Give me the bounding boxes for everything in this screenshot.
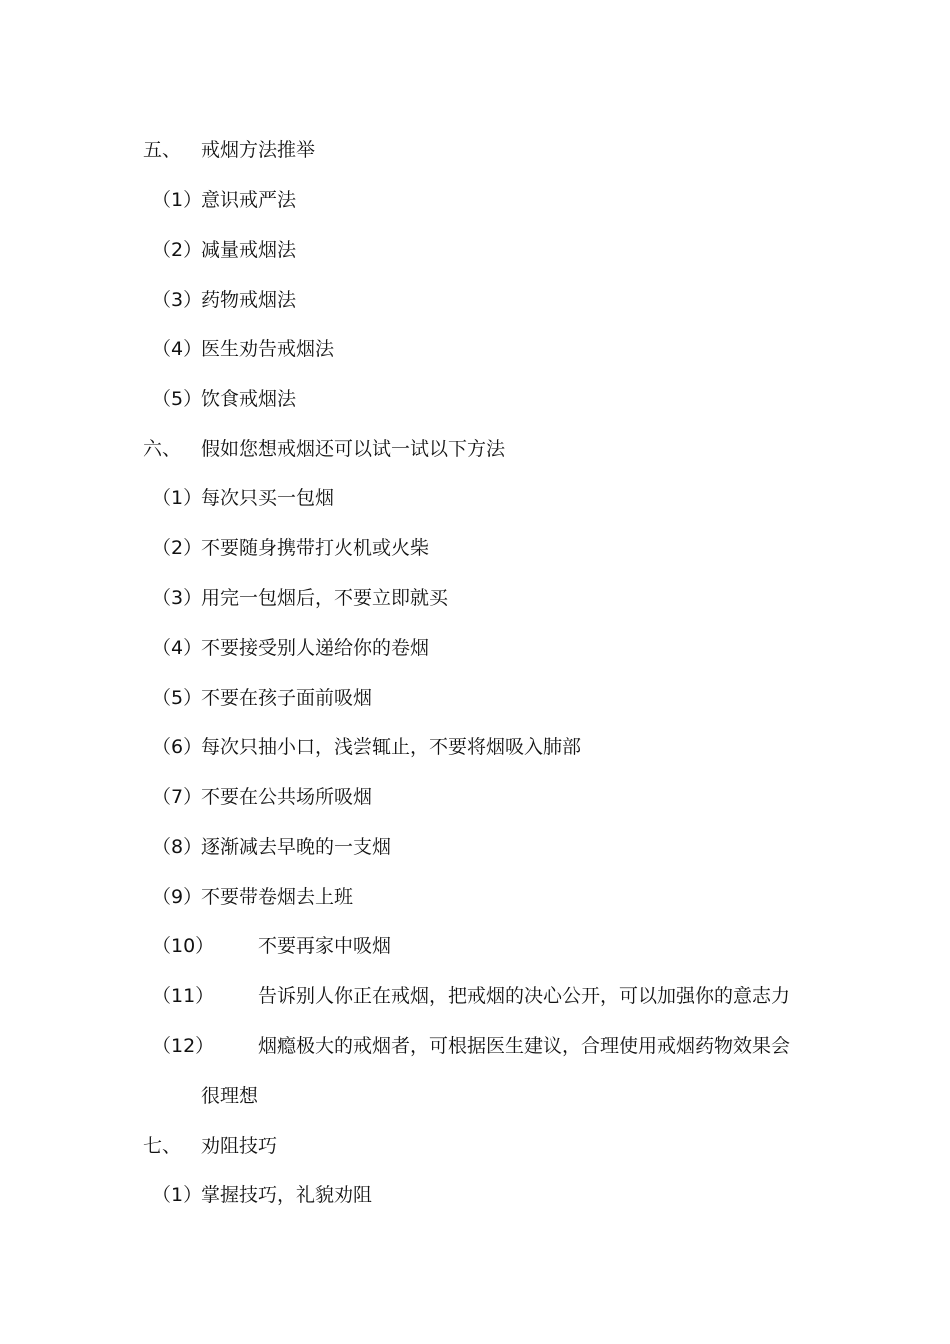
item-text: 告诉别人你正在戒烟，把戒烟的决心公开，可以加强你的意志力	[258, 985, 791, 1007]
section-number: 五、	[143, 139, 182, 161]
item-text: 意识戒严法	[201, 189, 297, 211]
item-text: 医生劝告戒烟法	[201, 338, 335, 360]
list-item	[0, 235, 950, 265]
list-item	[0, 483, 950, 513]
list-item	[0, 1031, 950, 1061]
item-number: （1）	[152, 189, 203, 211]
list-item	[0, 583, 950, 613]
item-text: 用完一包烟后，不要立即就买	[201, 587, 449, 609]
item-number: （8）	[152, 836, 203, 858]
section-title: 假如您想戒烟还可以试一试以下方法	[201, 438, 506, 460]
list-item	[0, 882, 950, 912]
list-item	[0, 1180, 950, 1210]
section-number: 六、	[143, 438, 182, 460]
item-number: （5）	[152, 687, 203, 709]
section-number: 七、	[143, 1135, 182, 1157]
section-title: 戒烟方法推举	[201, 139, 316, 161]
item-text: 不要在公共场所吸烟	[201, 786, 373, 808]
section-heading-7	[0, 1131, 950, 1161]
item-number: （3）	[152, 289, 203, 311]
list-item	[0, 732, 950, 762]
list-item-continuation	[0, 1081, 950, 1111]
item-number: （11）	[152, 985, 215, 1007]
item-number: （3）	[152, 587, 203, 609]
item-text: 不要再家中吸烟	[258, 935, 392, 957]
list-item	[0, 931, 950, 961]
list-item	[0, 285, 950, 315]
item-number: （1）	[152, 487, 203, 509]
list-item	[0, 334, 950, 364]
list-item	[0, 384, 950, 414]
item-text: 饮食戒烟法	[201, 388, 297, 410]
item-text-continuation: 很理想	[201, 1085, 259, 1107]
item-text: 不要在孩子面前吸烟	[201, 687, 373, 709]
item-text: 掌握技巧，礼貌劝阻	[201, 1184, 373, 1206]
item-number: （2）	[152, 239, 203, 261]
item-number: （9）	[152, 886, 203, 908]
list-item	[0, 832, 950, 862]
item-text: 不要接受别人递给你的卷烟	[201, 637, 430, 659]
item-number: （6）	[152, 736, 203, 758]
item-text: 不要带卷烟去上班	[201, 886, 354, 908]
item-text: 减量戒烟法	[201, 239, 297, 261]
item-number: （12）	[152, 1035, 215, 1057]
list-item	[0, 185, 950, 215]
item-text: 烟瘾极大的戒烟者，可根据医生建议，合理使用戒烟药物效果会	[258, 1035, 791, 1057]
section-title: 劝阻技巧	[201, 1135, 278, 1157]
list-item	[0, 782, 950, 812]
item-number: （4）	[152, 338, 203, 360]
list-item	[0, 633, 950, 663]
item-text: 每次只抽小口，浅尝辄止，不要将烟吸入肺部	[201, 736, 582, 758]
item-text: 每次只买一包烟	[201, 487, 335, 509]
list-item	[0, 981, 950, 1011]
item-number: （5）	[152, 388, 203, 410]
item-text: 不要随身携带打火机或火柴	[201, 537, 430, 559]
item-number: （7）	[152, 786, 203, 808]
section-heading-6	[0, 434, 950, 464]
list-item	[0, 533, 950, 563]
item-number: （1）	[152, 1184, 203, 1206]
item-text: 药物戒烟法	[201, 289, 297, 311]
item-text: 逐渐减去早晚的一支烟	[201, 836, 392, 858]
item-number: （2）	[152, 537, 203, 559]
item-number: （4）	[152, 637, 203, 659]
list-item	[0, 683, 950, 713]
item-number: （10）	[152, 935, 215, 957]
section-heading-5	[0, 135, 950, 165]
